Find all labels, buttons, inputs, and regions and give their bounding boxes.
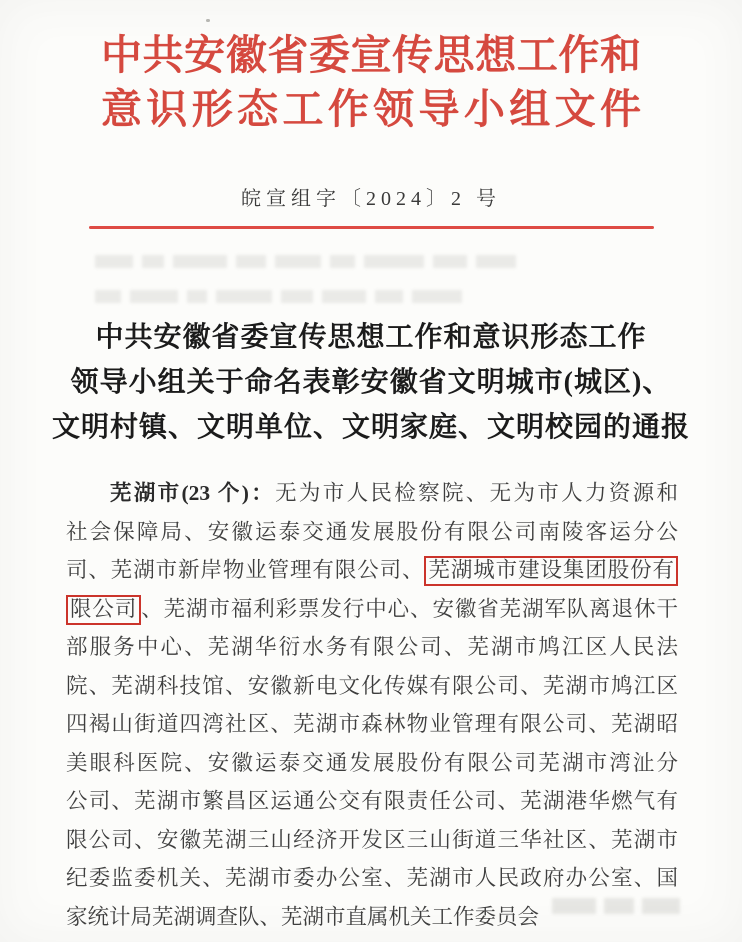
- title-line-2: 领导小组关于命名表彰安徽省文明城市(城区)、: [70, 367, 672, 398]
- body-line: [66, 551, 678, 590]
- scan-artifact-dot: [206, 19, 210, 22]
- scan-bleedthrough: [95, 252, 640, 310]
- body-text: 家统计局芜湖调查队、芜湖市直属机关工作委员会: [66, 904, 540, 929]
- red-divider-line: [89, 226, 654, 229]
- body-text: 纪委监委机关、芜湖市委办公室、芜湖市人民政府办公室、国: [66, 866, 678, 890]
- letterhead-line-2: 意识形态工作领导小组文件: [101, 86, 641, 132]
- body-line: [66, 705, 678, 744]
- document-body: [66, 474, 678, 936]
- body-text: 四褐山街道四湾社区、芜湖市森林物业管理有限公司、芜湖昭: [66, 712, 678, 736]
- body-text: 限公司、安徽芜湖三山经济开发区三山街道三华社区、芜湖市: [66, 827, 678, 852]
- body-line: [66, 744, 678, 783]
- title-line-1: 中共安徽省委宣传思想工作和意识形态工作: [95, 322, 647, 353]
- body-text: 司、芜湖市新岸物业管理有限公司、: [66, 558, 425, 582]
- body-text: 社会保障局、安徽运泰交通发展股份有限公司南陵客运分公: [66, 519, 678, 544]
- letterhead: [101, 28, 641, 136]
- document-number: 皖宣组字〔2024〕2 号: [241, 188, 501, 210]
- city-count-label: 芜湖市(23 个)：: [110, 481, 276, 505]
- body-text: 美眼科医院、安徽运泰交通发展股份有限公司芜湖市湾沚分: [66, 750, 678, 775]
- body-line: [66, 628, 678, 667]
- body-line: [66, 821, 678, 860]
- letterhead-line-1: 中共安徽省委宣传思想工作和: [101, 32, 641, 78]
- body-line: [66, 590, 678, 629]
- title-line-3: 文明村镇、文明单位、文明家庭、文明校园的通报: [51, 412, 690, 443]
- body-line: [66, 667, 678, 706]
- highlighted-company-box: 限公司: [66, 595, 141, 625]
- highlighted-company-box: 芜湖城市建设集团股份有: [424, 556, 678, 586]
- body-text: 无为市人民检察院、无为市人力资源和: [275, 481, 678, 505]
- body-text: 、芜湖市福利彩票发行中心、安徽省芜湖军队离退休干: [141, 596, 678, 621]
- body-text: 公司、芜湖市繁昌区运通公交有限责任公司、芜湖港华燃气有: [66, 789, 678, 813]
- body-line: [66, 513, 678, 552]
- body-text: 院、芜湖科技馆、安徽新电文化传媒有限公司、芜湖市鸠江区: [66, 673, 678, 698]
- body-text: 部服务中心、芜湖华衍水务有限公司、芜湖市鸠江区人民法: [66, 635, 678, 659]
- body-line: [66, 859, 678, 898]
- body-line: [66, 782, 678, 821]
- body-line: [66, 898, 678, 937]
- document-title: [0, 315, 742, 450]
- body-line: [66, 474, 678, 513]
